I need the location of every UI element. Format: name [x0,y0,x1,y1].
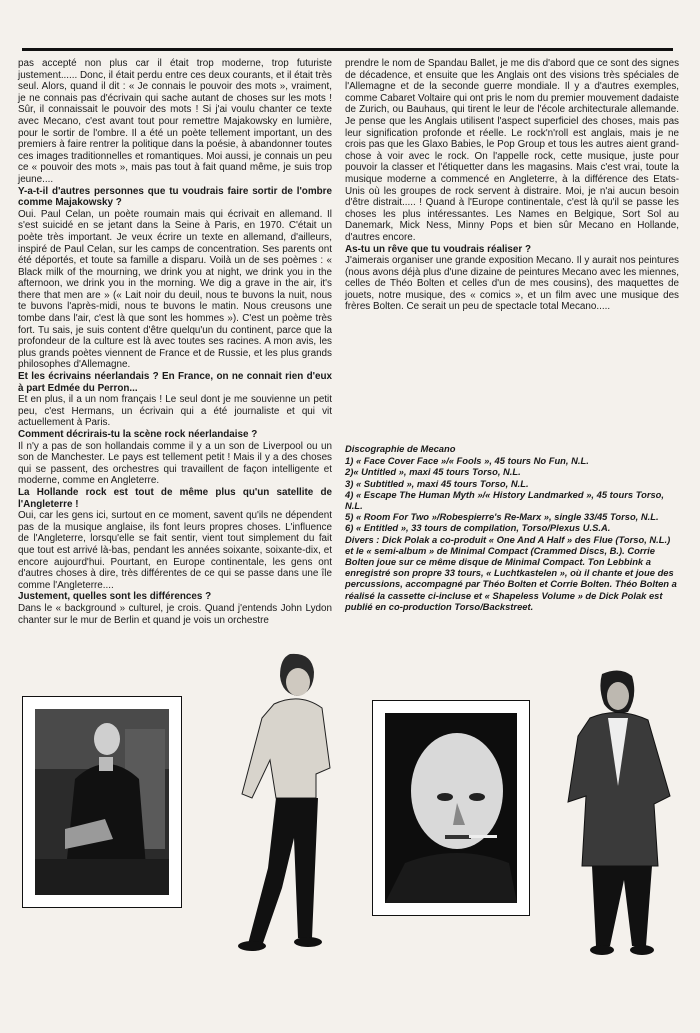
interview-question: Et les écrivains néerlandais ? En France, on ne connait rien d'eux à part Edmée du Perron... [18,371,332,394]
interview-paragraph: Et en plus, il a un nom français ! Le seul dont je me souvienne un petit peu, c'est Hermans, un écrivain qui a été journaliste et qui vit actuellement à Paris. [18,394,332,429]
interview-paragraph: pas accepté non plus car il était trop moderne, trop futuriste justement...... Donc, il était perdu entre ces deux courants, et il était très seul. Alors, quand il dit : « Je connais le pouvoir des mots », vraiment, je ne connais pas d'écrivain qui sache autant de choses sur les mots ! Sûr, il connaissait le pouvoir des mots ! Si j'ai voulu chanter ce texte avec Mecano, c'est avant tout pour remettre Majakowsky en lumière, pour le sortir de l'ombre. Il a été un poète tellement important, un des premiers à faire rentrer la politique dans la poésie, à abandonner toutes ces images traditionnelles et romantiques. Moi aussi, je connais un peu ce « pouvoir des mots », mais pas tout à fait quand même, je suis trop jeune.... [18,58,332,185]
interview-paragraph: Oui, car les gens ici, surtout en ce moment, savent qu'ils ne dépendent pas de la musique anglaise, ils font leurs propres choses. L'influence de l'Angleterre, lorsqu'elle se fait sentir, vient tout simplement du fait que tout est arrivé là-bas, pendant les années soixante, soixante-dix, et encore aujourd'hui. Pourtant, en Europe continentale, les gens ont d'autres choses à dire, très différentes de ce qui se passe dans une île comme l'Angleterre.... [18,510,332,591]
discography-line: 3) « Subtitled », maxi 45 tours Torso, N.L. [345,477,529,489]
left-column [18,58,332,626]
portrait-image [385,713,517,903]
interview-question: Comment décrirais-tu la scène rock néerlandaise ? [18,429,258,440]
interview-paragraph: J'aimerais organiser une grande exposition Mecano. Il y aurait nos peintures (nous avons déjà plus d'une dizaine de peintures Mecano avec les miennes, celles de Théo Bolten et celles d'un de mes cousins), des maquettes de jouets, notre musique, des « comics », et un film avec une musique des frères Bolten. Ce serait un peu de spectacle total Mecano..... [345,255,679,313]
interview-paragraph: prendre le nom de Spandau Ballet, je me dis d'abord que ce sont des signes de décadence, et ensuite que les Anglais ont des visions très spéciales de l'Allemagne et de la seconde guerre mondiale. Il y a d'autres exemples, comme Cabaret Voltaire qui ont pris le nom du premier mouvement dadaiste de Zurich, ou Bauhaus, qui tirent le leur de l'école architecturale allemande. Je pense que les Anglais utilisent l'aspect superficiel des choses, mais pas leur signification profonde et réelle. Le rock'n'roll est anglais, mais je ne crois pas que les Glaxo Babies, le Pop Group et tous les autres aient grand-chose à voir avec le rock. On l'appelle rock, cette musique, juste pour pouvoir la classer et l'étiquetter dans les magasins. Mais c'est vrai, toute la musique moderne a commencé en Angleterre, à la différence des Etats-Unis où les groupes de rock servent à distraire. Moi, je n'ai aucun besoin d'être distrait..... ! Quand à l'Europe continentale, c'est là qu'il se passe les choses les plus intéressantes. Les Names en Belgique, Sort Sol au Danemark, Mick Ness, Minny Pops et bien sûr Mecano en Hollande, d'autres encore. [345,58,680,243]
interview-paragraph: Oui. Paul Celan, un poète roumain mais qui écrivait en allemand. Il s'est suicidé en se jetant dans la Seine à Paris, en 1970. C'était un poète très important. Je veux écrire un texte en allemand, d'ailleurs, inspiré de Paul Celan, sur les camps de concentration. Ses parents ont été déportés, et toute sa famille a disparu. Voilà un de ses poèmes : « Black milk of the mourning, we drink you at night, we drink you in the afternoon, we drink you in the morning. We dig a grave in the air, it's there that men are » (« Lait noir du deuil, nous te buvons la nuit, nous te buvons l'après-midi, nous te buvons le matin. Nous creusons une tombe dans l'air, c'est là que sont les hommes »). C'est un poème très fort. Tu sais, je suis content d'être quelqu'un du continent, parce que la profondeur de la culture est là avec toutes ses racines. A mon avis, les plus grands poètes viennent de France et de Russie, et les plus grands philosophes d'Allemagne. [18,208,332,371]
interview-question: As-tu un rêve que tu voudrais réaliser ? [345,243,532,255]
interview-paragraph: Il n'y a pas de son hollandais comme il y a un son de Liverpool ou un son de Manchester. Le pays est tellement petit ! Mais il y a des choses qui se passent, des orchestres qui travaillent de façon intelligente et moderne, comme en Angleterre. [18,440,332,487]
interview-question: La Hollande rock est tout de même plus qu'un satellite de l'Angleterre ! [18,486,332,510]
discography-line: 6) « Entitled », 33 tours de compilation, Torso/Plexus U.S.A. [345,522,611,534]
right-column [345,58,679,313]
standing-man-photo-2 [562,666,684,960]
discography [345,443,679,612]
interview-question: Y-a-t-il d'autres personnes que tu voudrais faire sortir de l'ombre comme Majakowsky ? [18,185,332,209]
standing-man-photo-1 [222,648,340,956]
framed-portrait-photo-1 [22,696,182,908]
discography-line: 5) « Room For Two »/Robespierre's Re-Marx », single 33/45 Torso, N.L. [345,511,659,523]
interview-question: Justement, quelles sont les différences ? [18,591,212,603]
discography-heading: Discographie de Mecano [345,443,456,454]
framed-portrait-photo-2 [372,700,530,916]
discography-line: 4) « Escape The Human Myth »/« History Landmarked », 45 tours Torso, N.L. [345,488,665,512]
top-rule [22,48,673,51]
discography-notes: Divers : Dick Polak a co-produit « One And A Half » des Flue (Torso, N.L.) et le « semi-album » de Minimal Compact (Crammed Discs, B.). Corrie Bolten joue sur ce même disque de Minimal Compact. Ton Lebbink a enregistré son propre 33 tours, « Luchtkastelen », où il chante et joue des percussions, accompagné par Théo Bolten et Corrie Bolten. Théo Bolten a réalisé la cassette ci-incluse et « Shapeless Volume » de Dick Polak est publié en co-production Torso/Backstreet. [345,533,677,612]
portrait-image [35,709,169,895]
discography-line: 2)« Untitled », maxi 45 tours Torso, N.L. [345,466,521,478]
interview-paragraph: Dans le « background » culturel, je crois. Quand j'entends John Lydon chanter sur le mur de Berlin et quand je vois un orchestre [18,602,332,626]
discography-line: 1) « Face Cover Face »/« Fools », 45 tours No Fun, N.L. [345,455,589,467]
